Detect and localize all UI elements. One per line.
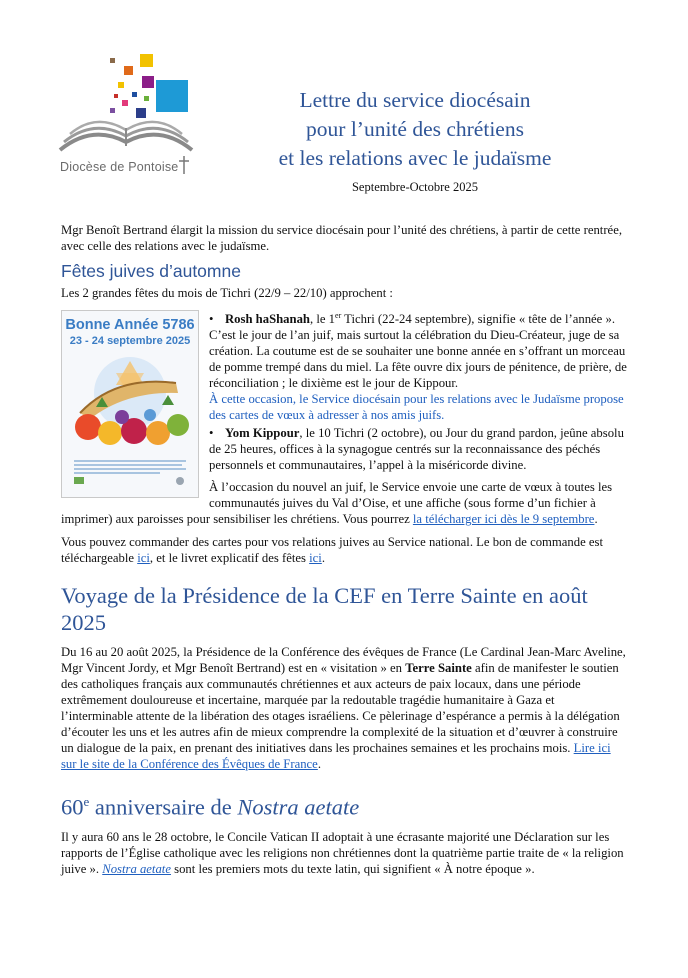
feasts-booklet-link[interactable]: ici	[309, 551, 322, 566]
logo-text: Diocèse de Pontoise	[60, 160, 179, 174]
newsletter-title	[230, 86, 600, 195]
poster-text: À l’occasion du nouvel an juif, le Service envoie une carte de vœux à toutes les communautés juives du Val d’Oise, et une affiche (sous forme d’un fichier à imprimer) aux paroisses pour sensibiliser les chrétiens. Vous pourrez	[61, 480, 613, 527]
rosh-hashanah-pre: , le 1	[309, 312, 336, 327]
card-fine-print-icon	[70, 457, 190, 485]
card-subtitle: 23 - 24 septembre 2025	[69, 335, 191, 347]
bullet-dot: •	[209, 312, 214, 327]
fetes-lead: Les 2 grandes fêtes du mois de Tichri (22/9 – 22/10) approchent :	[61, 286, 393, 300]
cef-site-link[interactable]: Lire ici sur le site de la Conférence des Évêques de France	[61, 741, 611, 772]
section-heading-fetes: Fêtes juives d’automne	[61, 261, 241, 281]
order-end: .	[321, 551, 325, 566]
nostra-text-post: sont les premiers mots du texte latin, qui signifient « À notre époque ».	[170, 861, 535, 876]
card-title-block	[62, 317, 198, 348]
intro-paragraph: Mgr Benoît Bertrand élargit la mission du service diocésain pour l’unité des chrétiens, à partir de cette rentrée, avec celle des relations avec le judaïsme.	[61, 223, 622, 253]
heading-sup: e	[83, 794, 90, 810]
rosh-hashanah-text: Tichri (22-24 septembre), signifie « tête de l’année ». C’est le jour de l’an juif, mais surtout la célébration du Dieu-Créateur, juge de sa création. La coutume est de se souhaiter une bonne année en s’offrant un morceau de pomme trempé dans du miel. La fête ouvre dix jours de pénitence, de prière, de réconciliation ; le dixième est le jour de Kippour.	[209, 312, 627, 391]
section-heading-nostra-aetate	[61, 788, 629, 821]
voyage-text-post: afin de manifester le soutien des catholiques français aux communautés chrétiennes et aux acteurs de paix locaux, dans une période extrêmement douloureuse et incertaine, marquée par la redoutable tragédie humanitaire à Gaza et l’interminable attente de la libération des otages israéliens. Ce pèlerinage d’espérance a permis à la délégation d’écouter les uns et les autres afin de mieux comprendre la complexité de la situation et d’œuvrer à construire un dialogue de la paix, en prenant des initiatives dans les prochaines semaines et les prochains mois.	[61, 661, 620, 756]
document-body	[61, 222, 629, 884]
section-heading-voyage: Voyage de la Présidence de la CEF en Terre Sainte en août 2025	[61, 583, 588, 636]
rosh-hashanah-name: Rosh haShanah	[225, 312, 310, 327]
voyage-paragraph	[61, 644, 629, 772]
order-text: Vous pouvez commander des cartes pour vos relations juives au Service national. Le bon de commande est téléchargeable	[61, 535, 603, 566]
order-mid: , et le livret explicatif des fêtes	[149, 551, 310, 566]
rosh-hashanah-note: À cette occasion, le Service diocésain pour les relations avec le Judaïsme propose des cartes de vœux à adresser à nos amis juifs.	[209, 392, 624, 423]
title-line-3: et les relations avec le judaïsme	[278, 146, 552, 170]
bullet-dot: •	[209, 426, 214, 441]
download-poster-link[interactable]: la télécharger ici dès le 9 septembre	[412, 512, 595, 527]
heading-number: 60	[61, 794, 84, 820]
yom-kippour-name: Yom Kippour	[225, 426, 300, 441]
issue-date: Septembre-Octobre 2025	[351, 180, 478, 194]
heading-italic: Nostra aetate	[237, 794, 360, 820]
voyage-text-pre: Du 16 au 20 août 2025, la Présidence de la Conférence des évêques de France (Le Cardinal Jean-Marc Aveline, Mgr Vincent Jordy, et Mgr Benoît Bertrand) est en « visitation » en	[61, 645, 626, 676]
greeting-card-image	[61, 310, 199, 498]
heading-mid: anniversaire de	[89, 794, 238, 820]
order-form-link[interactable]: ici	[137, 551, 150, 566]
voyage-bold: Terre Sainte	[405, 661, 472, 676]
title-line-2: pour l’unité des chrétiens	[306, 117, 524, 141]
order-paragraph	[61, 534, 629, 566]
nostra-aetate-paragraph	[61, 829, 629, 877]
nostra-text-pre: Il y aura 60 ans le 28 octobre, le Concile Vatican II adoptait à une écrasante majorité une Déclaration sur les rapports de l’Église catholique avec les religions non chrétiennes dont la quatrième partie traite de « la religion juive ».	[61, 829, 624, 876]
nostra-aetate-link[interactable]: Nostra aetate	[102, 861, 171, 876]
yom-kippour-text: , le 10 Tichri (2 octobre), ou Jour du grand pardon, jeûne absolu de 25 heures, offices à la synagogue centrés sur la reconnaissance des péchés personnels et communautaires, l’appel à la miséricorde divine.	[209, 426, 624, 473]
card-title: Bonne Année 5786	[65, 317, 195, 333]
shofar-fruit-illustration-icon	[66, 353, 194, 453]
poster-end: .	[594, 512, 598, 527]
rosh-hashanah-sup: er	[335, 311, 342, 320]
voyage-end: .	[317, 757, 321, 772]
title-line-1: Lettre du service diocésain	[299, 88, 531, 112]
